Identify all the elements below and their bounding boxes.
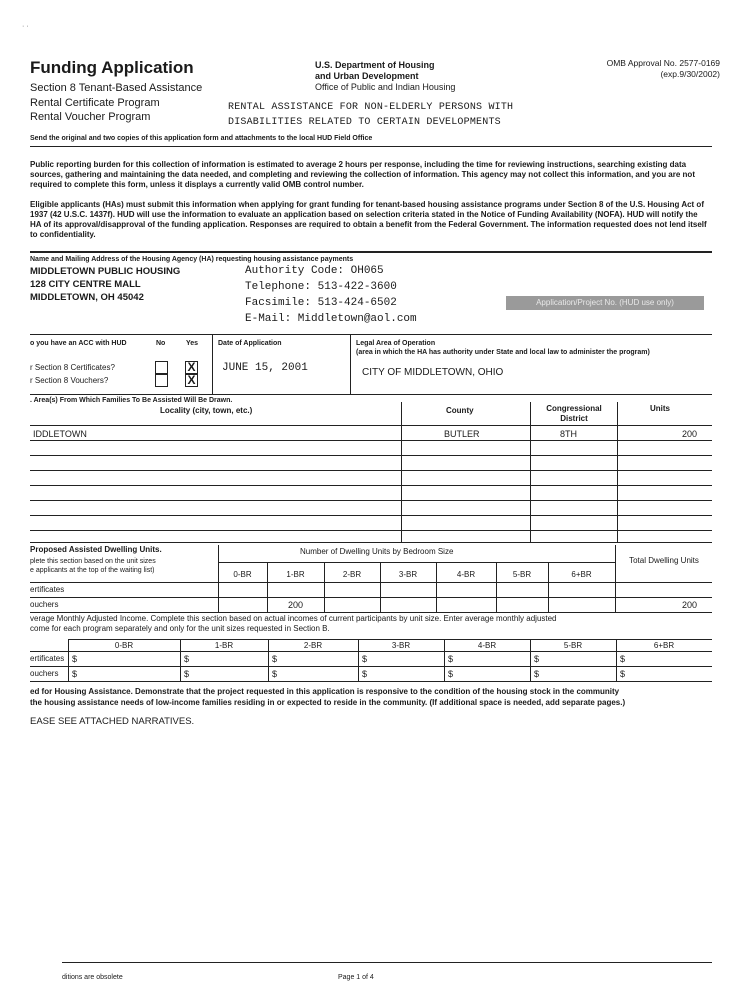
divider: [617, 402, 618, 542]
income-dollar: $: [362, 669, 368, 679]
income-dollar: $: [362, 654, 368, 664]
omb-approval: OMB Approval No. 2577-0169: [606, 58, 720, 68]
acc-certificates-label: r Section 8 Certificates?: [30, 363, 115, 372]
units-col-1br: 1-BR: [286, 570, 305, 579]
email: E-Mail: Middletown@aol.com: [245, 313, 417, 325]
agency-name: MIDDLETOWN PUBLIC HOUSING: [30, 266, 181, 277]
footer-page: Page 1 of 4: [338, 974, 374, 981]
income-col-6br: 6+BR: [653, 641, 675, 650]
program-line-1: Section 8 Tenant-Based Assistance: [30, 82, 203, 94]
program-lines: [30, 81, 202, 125]
income-dollar: $: [272, 654, 278, 664]
units-col-6br: 6+BR: [571, 570, 592, 579]
agency-address-1: 128 CITY CENTRE MALL: [30, 279, 141, 290]
typed-title-line-1: RENTAL ASSISTANCE FOR NON-ELDERLY PERSONS WITH: [228, 102, 514, 113]
income-dollar: $: [620, 669, 626, 679]
income-col-3br: 3-BR: [391, 641, 411, 650]
col-locality: Locality (city, town, etc.): [160, 406, 253, 415]
eligibility-notice: Eligible applicants (HAs) must submit this information when applying for grant funding for tenant-based housing assistance programs under Section 8 of the U.S. Housing Act of 1937 (42 U.S.C. 1437f). HUD will use the information to evaluate an application based on selection criteria stated in the Notice of Funding Availability (NOFA). HUD will notify the HA of its approval/disapproval of the funding application. Responses are required to obtain a benefit from the Federal Government. The information requested does not lend itself to confidentiality.: [30, 200, 707, 239]
table-rule: [30, 681, 712, 682]
units-col-5br: 5-BR: [512, 570, 532, 579]
telephone: Telephone: 513-422-3600: [245, 281, 397, 293]
table-rule: [30, 485, 712, 486]
income-dollar: $: [72, 669, 78, 679]
program-line-3: Rental Voucher Program: [30, 111, 151, 123]
divider: [30, 334, 712, 335]
units-sub-2: e applicants at the top of the waiting list): [30, 567, 155, 574]
need-answer: EASE SEE ATTACHED NARRATIVES.: [30, 716, 195, 727]
agency-line-3: Office of Public and Indian Housing: [315, 82, 456, 92]
divider: [530, 402, 531, 542]
divider: [30, 394, 712, 395]
units-row-vouchers: ouchers: [30, 600, 59, 609]
project-number-field: Application/Project No. (HUD use only): [506, 296, 704, 310]
typed-title-line-2: DISABILITIES RELATED TO CERTAIN DEVELOPMENTS: [228, 117, 501, 128]
divider: [30, 251, 712, 253]
omb-expiry: (exp.9/30/2002): [660, 69, 720, 79]
legal-area-value: CITY OF MIDDLETOWN, OHIO: [362, 367, 504, 378]
legal-area-sub: (area in which the HA has authority under State and local law to administer the program): [356, 349, 650, 356]
divider: [212, 334, 213, 394]
table-rule: [30, 455, 712, 456]
income-dollar: $: [534, 669, 540, 679]
table-rule: [30, 597, 712, 598]
income-dollar: $: [184, 654, 190, 664]
divider: [615, 545, 616, 612]
divider: [350, 334, 351, 394]
table-rule: [30, 612, 712, 613]
area-row-units: 200: [682, 429, 698, 439]
need-line-2: the housing assistance needs of low-income families residing in or expected to reside in the community. (If additional space is needed, add separate pages.): [30, 698, 626, 707]
table-rule: [30, 425, 712, 426]
omb-block: [560, 58, 720, 80]
area-row-district: 8TH: [560, 429, 578, 439]
typed-title: [228, 100, 513, 130]
table-rule: [30, 651, 712, 652]
agency-block: [315, 60, 455, 93]
income-dollar: $: [448, 669, 454, 679]
table-rule: [30, 440, 712, 441]
table-rule: [30, 530, 712, 531]
units-col-2br: 2-BR: [342, 570, 362, 579]
units-sub-1: plete this section based on the unit sizes: [30, 558, 156, 565]
legal-area-label: Legal Area of Operation: [356, 340, 436, 347]
table-rule: [30, 542, 712, 543]
income-dollar: $: [72, 654, 78, 664]
col-county: County: [446, 406, 474, 415]
agency-label: Name and Mailing Address of the Housing Agency (HA) requesting housing assistance payments: [30, 256, 354, 263]
divider: [401, 402, 402, 542]
acc-vouchers-label: r Section 8 Vouchers?: [30, 376, 109, 385]
income-dollar: $: [534, 654, 540, 664]
units-heading: Proposed Assisted Dwelling Units.: [30, 545, 162, 554]
units-col-3br: 3-BR: [398, 570, 418, 579]
acc-yes-label: Yes: [186, 340, 199, 347]
agency-address: [30, 265, 180, 304]
table-rule: [30, 666, 712, 667]
income-row-vouchers: ouchers: [30, 669, 59, 678]
program-line-2: Rental Certificate Program: [30, 96, 160, 109]
agency-line-2: and Urban Development: [315, 71, 419, 81]
footer-editions: ditions are obsolete: [62, 974, 123, 981]
income-col-0br: 0-BR: [114, 641, 134, 650]
send-instruction: Send the original and two copies of this application form and attachments to the local HUD Field Office: [30, 135, 373, 142]
income-dollar: $: [620, 654, 626, 664]
units-row-certificates: ertificates: [30, 585, 65, 594]
footer-rule: [62, 962, 712, 963]
vouchers-yes-checkbox[interactable]: X: [185, 374, 198, 387]
divider: [30, 146, 712, 147]
need-line-1: ed for Housing Assistance. Demonstrate that the project requested in this application is responsive to the condition of the housing stock in the community: [30, 687, 620, 696]
agency-contact: [245, 263, 417, 327]
agency-address-2: MIDDLETOWN, OH 45042: [30, 292, 144, 303]
scan-speck: · ·: [22, 23, 29, 30]
certificates-yes-checkbox[interactable]: X: [185, 361, 198, 374]
agency-line-1: U.S. Department of Housing: [315, 60, 435, 70]
income-col-1br: 1-BR: [214, 641, 234, 650]
col-district: Congressional District: [546, 404, 602, 423]
income-col-4br: 4-BR: [477, 641, 497, 650]
area-row-county: BUTLER: [444, 429, 480, 439]
income-dollar: $: [184, 669, 190, 679]
date-value: JUNE 15, 2001: [222, 362, 308, 374]
income-dollar: $: [448, 654, 454, 664]
facsimile: Facsimile: 513-424-6502: [245, 297, 397, 309]
units-total-label: Total Dwelling Units: [629, 556, 699, 565]
units-col-0br: 0-BR: [233, 570, 252, 579]
income-heading-2: come for each program separately and only for the unit sizes requested in Section B.: [30, 624, 330, 633]
area-row-locality: IDDLETOWN: [33, 429, 87, 439]
acc-no-label: No: [156, 340, 166, 347]
table-rule: [30, 500, 712, 501]
vouchers-no-checkbox[interactable]: [155, 374, 168, 387]
authority-code: Authority Code: OH065: [245, 265, 384, 277]
table-rule: [30, 582, 712, 583]
table-rule: [30, 515, 712, 516]
income-dollar: $: [272, 669, 278, 679]
income-col-5br: 5-BR: [563, 641, 583, 650]
certificates-no-checkbox[interactable]: [155, 361, 168, 374]
acc-question: o you have an ACC with HUD: [30, 340, 127, 347]
units-col-4br: 4-BR: [456, 570, 476, 579]
burden-notice: Public reporting burden for this collection of information is estimated to average 2 hours per response, including the time for reviewing instructions, searching existing data sources, gathering and maintaining the data needed, and completing and reviewing the collection of information. This agency may not collect this information, and you are not required to complete this form, unless it displays a currently valid OMB control number.: [30, 160, 695, 189]
divider: [218, 562, 615, 563]
areas-heading: . Area(s) From Which Families To Be Assisted Will Be Drawn.: [30, 397, 233, 404]
income-row-certificates: ertificates: [30, 654, 65, 663]
table-rule: [30, 470, 712, 471]
form-title: Funding Application: [30, 58, 194, 77]
vouchers-1br-value: 200: [287, 600, 304, 610]
date-label: Date of Application: [218, 340, 282, 347]
income-heading: verage Monthly Adjusted Income. Complete this section based on actual incomes of current participants by unit size. Enter average monthly adjusted: [30, 614, 557, 623]
units-group-label: Number of Dwelling Units by Bedroom Size: [300, 547, 454, 556]
col-units: Units: [650, 404, 670, 413]
vouchers-total-value: 200: [682, 600, 698, 610]
income-col-2br: 2-BR: [303, 641, 323, 650]
